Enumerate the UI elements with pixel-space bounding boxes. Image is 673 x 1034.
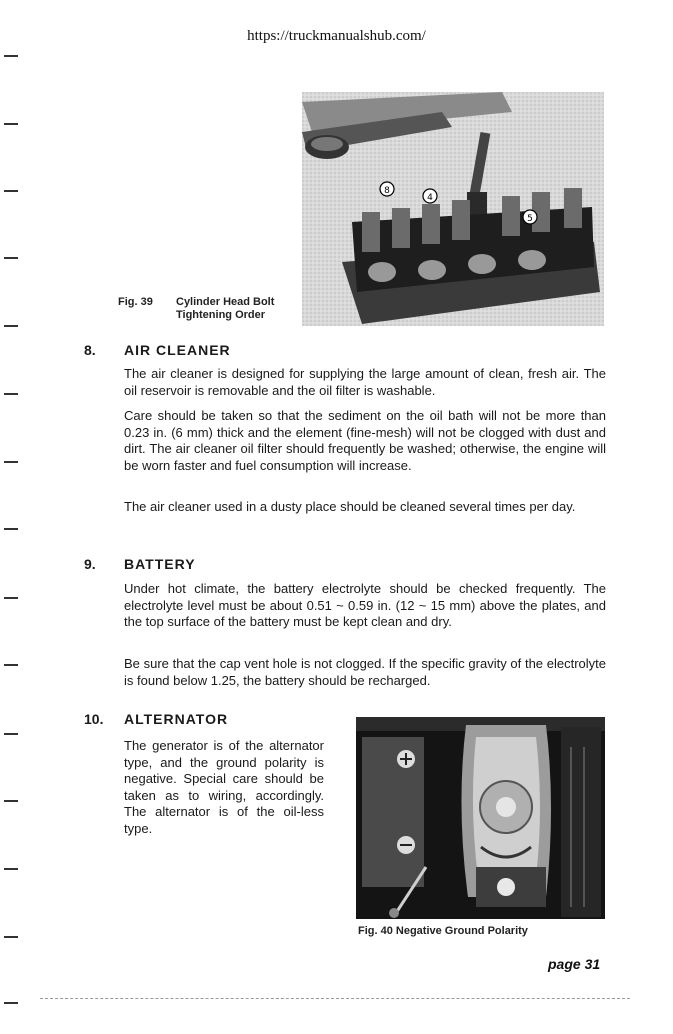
margin-tick: [4, 800, 18, 802]
margin-ticks: [0, 0, 20, 1034]
figure-caption-line: Cylinder Head Bolt: [176, 296, 275, 308]
bolt-order-callout: 8: [384, 186, 390, 196]
margin-tick: [4, 597, 18, 599]
margin-tick: [4, 257, 18, 259]
section-paragraph: The air cleaner is designed for supplying the large amount of clean, fresh air. The oil reservoir is removable and the oil filter is washable.: [124, 366, 606, 398]
margin-tick: [4, 733, 18, 735]
margin-tick: [4, 393, 18, 395]
margin-tick: [4, 461, 18, 463]
figure-40-caption: Fig. 40 Negative Ground Polarity: [358, 925, 528, 937]
margin-tick: [4, 55, 18, 57]
section-number: 8.: [84, 342, 96, 358]
alternator-photo: [356, 717, 605, 919]
figure-caption-line: Tightening Order: [176, 309, 266, 321]
section-paragraph: The generator is of the alternator type, and the ground polarity is negative. Special care should be taken as to wiring, accordingly. The alternator is of the oil-less type.: [124, 738, 324, 836]
margin-tick: [4, 190, 18, 192]
figure-39-caption: [118, 296, 274, 322]
page-number: page 31: [548, 956, 601, 972]
figure-number: Fig. 39: [118, 296, 153, 308]
section-title: ALTERNATOR: [124, 711, 229, 727]
margin-tick: [4, 528, 18, 530]
margin-tick: [4, 868, 18, 870]
margin-tick: [4, 123, 18, 125]
margin-tick: [4, 936, 18, 938]
margin-tick: [4, 1002, 18, 1004]
section-title: AIR CLEANER: [124, 342, 231, 358]
bottom-divider: [40, 998, 630, 999]
bolt-order-callout: 5: [527, 214, 533, 224]
bolt-order-callout: 4: [427, 193, 433, 203]
cylinder-head-photo: [302, 92, 604, 326]
section-title: BATTERY: [124, 556, 196, 572]
section-number: 9.: [84, 556, 96, 572]
section-number: 10.: [84, 711, 104, 727]
section-paragraph: Care should be taken so that the sediment on the oil bath will not be more than 0.23 in. (6 mm) thick and the element (fine-mesh) will not be clogged with dust and dirt. The air cleaner oil filter should frequently be washed; otherwise, the engine will be worn faster and fuel consumption will increase.: [124, 408, 606, 473]
margin-tick: [4, 325, 18, 327]
section-paragraph: Be sure that the cap vent hole is not clogged. If the specific gravity of the electrolyte is found below 1.25, the battery should be recharged.: [124, 656, 606, 688]
section-paragraph: Under hot climate, the battery electrolyte should be checked frequently. The electrolyte level must be about 0.51 ~ 0.59 in. (12 ~ 15 mm) above the plates, and the top surface of the battery must be kept clean and dry.: [124, 581, 606, 629]
source-url[interactable]: https://truckmanualshub.com/: [247, 28, 426, 44]
section-paragraph: The air cleaner used in a dusty place should be cleaned several times per day.: [124, 499, 576, 514]
margin-tick: [4, 664, 18, 666]
